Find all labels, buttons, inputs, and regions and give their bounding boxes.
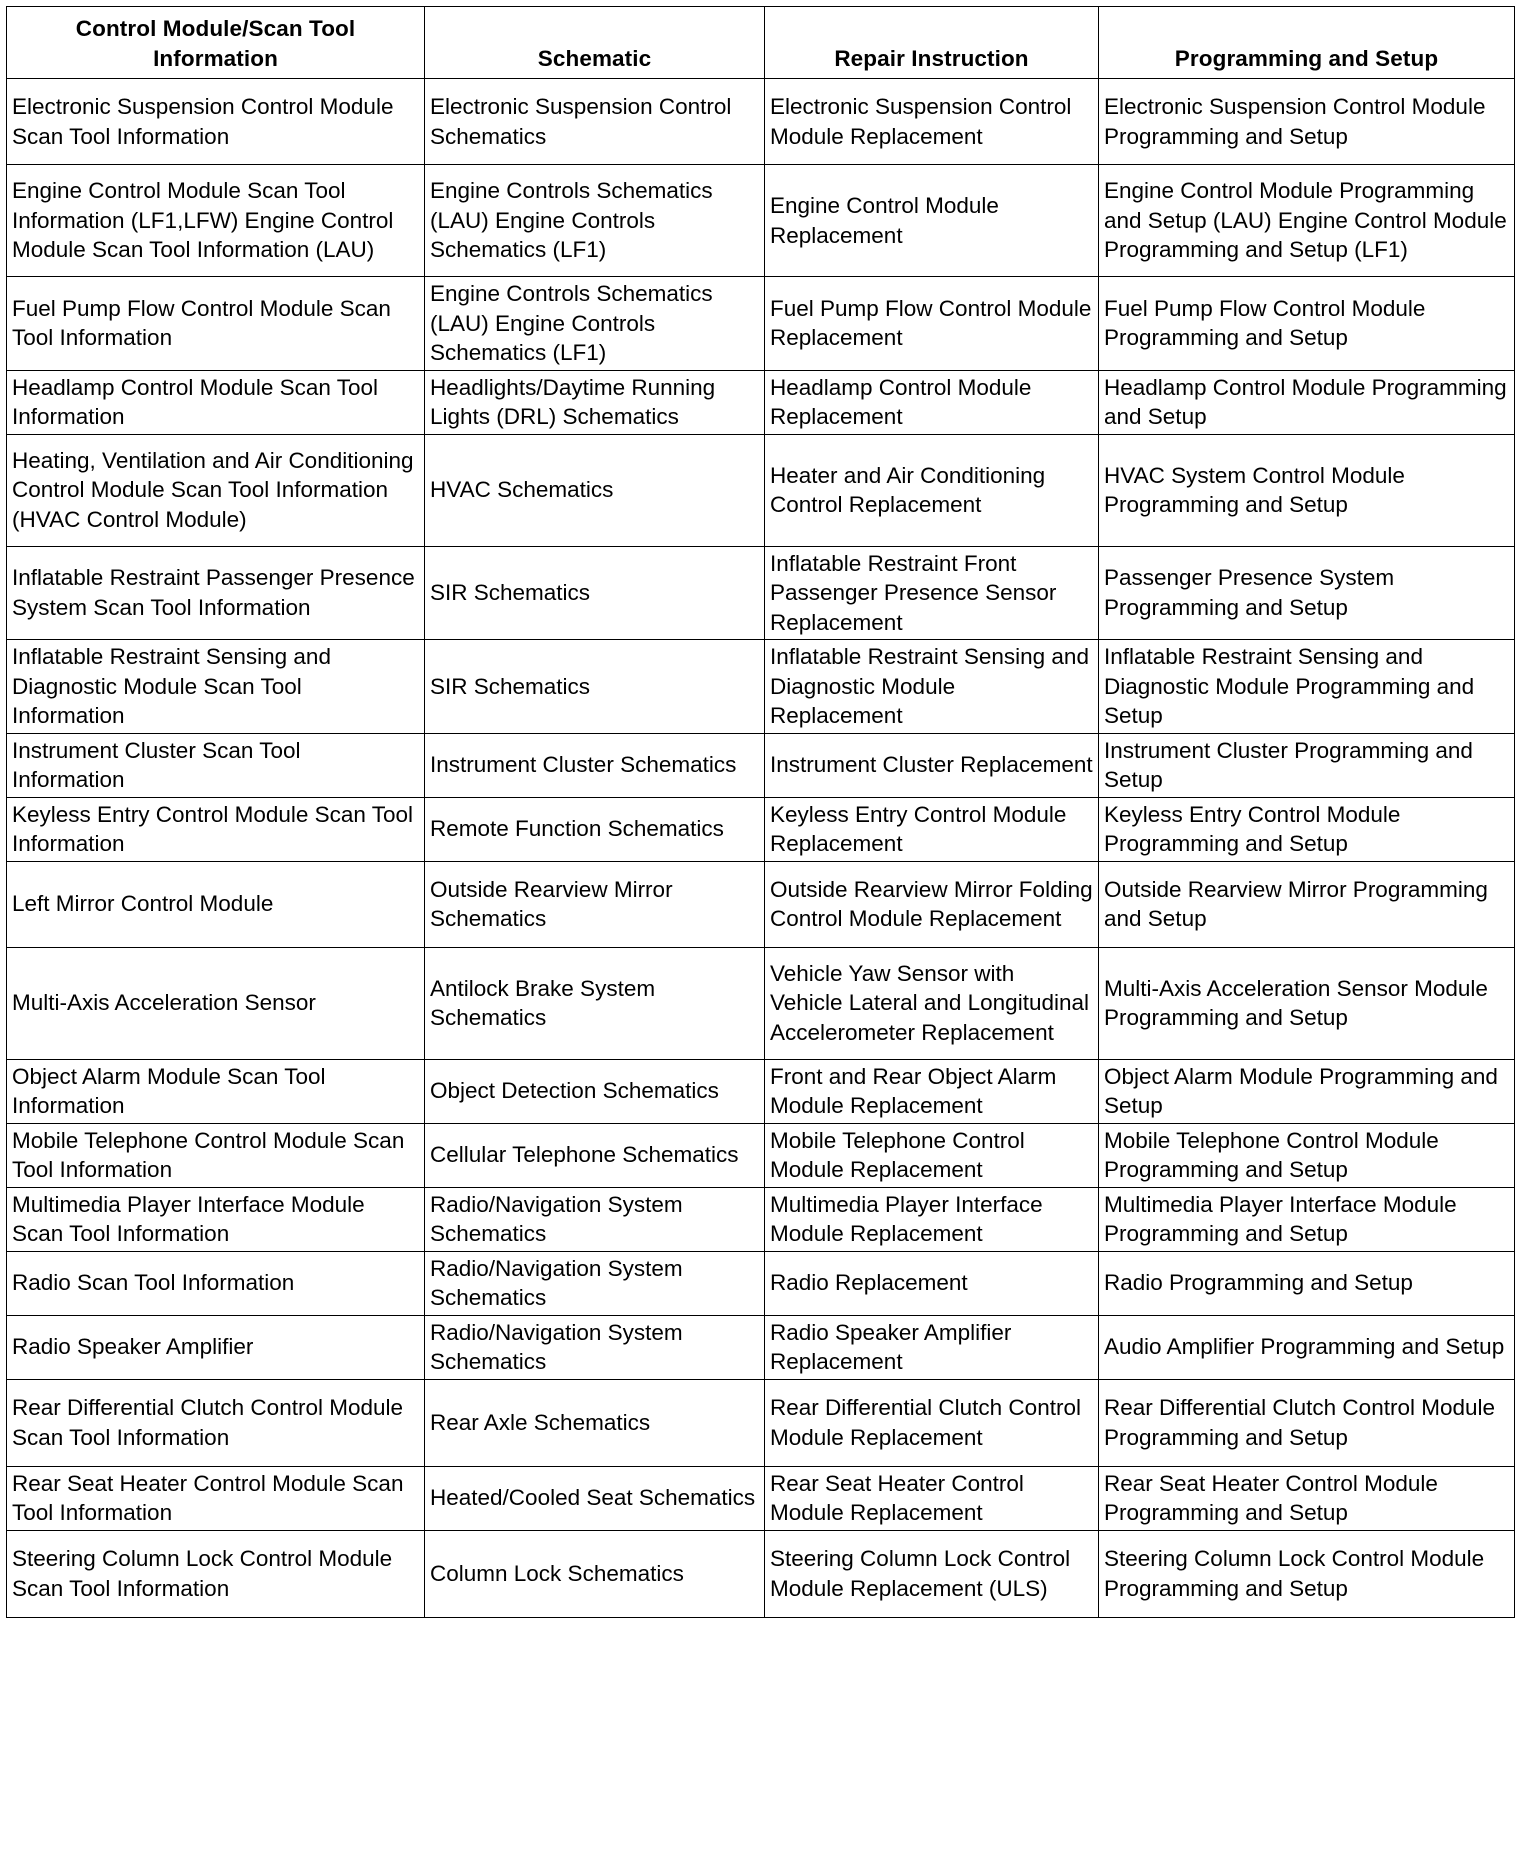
table-row bbox=[7, 1059, 1515, 1123]
table-row bbox=[7, 370, 1515, 434]
cell-repair-instruction: Inflatable Restraint Sensing and Diagnostic Module Replacement bbox=[765, 640, 1099, 734]
table-row bbox=[7, 797, 1515, 861]
cell-schematic: Rear Axle Schematics bbox=[425, 1379, 765, 1466]
table-row bbox=[7, 1315, 1515, 1379]
cell-schematic: Radio/Navigation System Schematics bbox=[425, 1251, 765, 1315]
cell-schematic: Outside Rearview Mirror Schematics bbox=[425, 861, 765, 947]
cell-programming-setup: Outside Rearview Mirror Programming and Setup bbox=[1099, 861, 1515, 947]
cell-programming-setup: HVAC System Control Module Programming and Setup bbox=[1099, 434, 1515, 546]
table-row bbox=[7, 861, 1515, 947]
cell-programming-setup: Keyless Entry Control Module Programming and Setup bbox=[1099, 797, 1515, 861]
table-row bbox=[7, 434, 1515, 546]
cell-control-module: Multi-Axis Acceleration Sensor bbox=[7, 947, 425, 1059]
table-row bbox=[7, 733, 1515, 797]
cell-control-module: Instrument Cluster Scan Tool Information bbox=[7, 733, 425, 797]
cell-repair-instruction: Front and Rear Object Alarm Module Replacement bbox=[765, 1059, 1099, 1123]
table-row bbox=[7, 1187, 1515, 1251]
cell-repair-instruction: Steering Column Lock Control Module Replacement (ULS) bbox=[765, 1530, 1099, 1617]
header-control-module: Control Module/Scan Tool Information bbox=[7, 7, 425, 79]
table-row bbox=[7, 1379, 1515, 1466]
cell-repair-instruction: Fuel Pump Flow Control Module Replacement bbox=[765, 277, 1099, 371]
cell-programming-setup: Engine Control Module Programming and Setup (LAU) Engine Control Module Programming and Setup (LF1) bbox=[1099, 165, 1515, 277]
cell-repair-instruction: Instrument Cluster Replacement bbox=[765, 733, 1099, 797]
cell-control-module: Left Mirror Control Module bbox=[7, 861, 425, 947]
cell-programming-setup: Mobile Telephone Control Module Programming and Setup bbox=[1099, 1123, 1515, 1187]
cell-schematic: HVAC Schematics bbox=[425, 434, 765, 546]
header-repair-instruction: Repair Instruction bbox=[765, 7, 1099, 79]
cell-programming-setup: Instrument Cluster Programming and Setup bbox=[1099, 733, 1515, 797]
cell-schematic: Engine Controls Schematics (LAU) Engine Controls Schematics (LF1) bbox=[425, 165, 765, 277]
cell-repair-instruction: Electronic Suspension Control Module Replacement bbox=[765, 79, 1099, 165]
cell-control-module: Heating, Ventilation and Air Conditioning Control Module Scan Tool Information (HVAC Control Module) bbox=[7, 434, 425, 546]
cell-schematic: Electronic Suspension Control Schematics bbox=[425, 79, 765, 165]
cell-control-module: Headlamp Control Module Scan Tool Information bbox=[7, 370, 425, 434]
cell-schematic: Engine Controls Schematics (LAU) Engine Controls Schematics (LF1) bbox=[425, 277, 765, 371]
cell-control-module: Rear Differential Clutch Control Module Scan Tool Information bbox=[7, 1379, 425, 1466]
cell-programming-setup: Multi-Axis Acceleration Sensor Module Programming and Setup bbox=[1099, 947, 1515, 1059]
cell-repair-instruction: Vehicle Yaw Sensor with Vehicle Lateral and Longitudinal Accelerometer Replacement bbox=[765, 947, 1099, 1059]
cell-control-module: Rear Seat Heater Control Module Scan Tool Information bbox=[7, 1466, 425, 1530]
cell-schematic: Radio/Navigation System Schematics bbox=[425, 1315, 765, 1379]
cell-schematic: Instrument Cluster Schematics bbox=[425, 733, 765, 797]
cell-schematic: Headlights/Daytime Running Lights (DRL) Schematics bbox=[425, 370, 765, 434]
table-row bbox=[7, 79, 1515, 165]
cell-control-module: Fuel Pump Flow Control Module Scan Tool Information bbox=[7, 277, 425, 371]
table-row bbox=[7, 546, 1515, 640]
cell-schematic: Object Detection Schematics bbox=[425, 1059, 765, 1123]
cell-control-module: Engine Control Module Scan Tool Information (LF1,LFW) Engine Control Module Scan Tool Information (LAU) bbox=[7, 165, 425, 277]
cell-control-module: Object Alarm Module Scan Tool Information bbox=[7, 1059, 425, 1123]
cell-schematic: SIR Schematics bbox=[425, 546, 765, 640]
cell-programming-setup: Headlamp Control Module Programming and Setup bbox=[1099, 370, 1515, 434]
cell-repair-instruction: Engine Control Module Replacement bbox=[765, 165, 1099, 277]
cell-programming-setup: Rear Seat Heater Control Module Programming and Setup bbox=[1099, 1466, 1515, 1530]
cell-repair-instruction: Heater and Air Conditioning Control Replacement bbox=[765, 434, 1099, 546]
cell-schematic: SIR Schematics bbox=[425, 640, 765, 734]
table-row bbox=[7, 1251, 1515, 1315]
cell-programming-setup: Electronic Suspension Control Module Programming and Setup bbox=[1099, 79, 1515, 165]
cell-programming-setup: Radio Programming and Setup bbox=[1099, 1251, 1515, 1315]
cell-repair-instruction: Mobile Telephone Control Module Replacement bbox=[765, 1123, 1099, 1187]
cell-schematic: Heated/Cooled Seat Schematics bbox=[425, 1466, 765, 1530]
cell-control-module: Keyless Entry Control Module Scan Tool Information bbox=[7, 797, 425, 861]
cell-programming-setup: Passenger Presence System Programming and Setup bbox=[1099, 546, 1515, 640]
table-row bbox=[7, 1530, 1515, 1617]
cell-programming-setup: Inflatable Restraint Sensing and Diagnostic Module Programming and Setup bbox=[1099, 640, 1515, 734]
header-row bbox=[7, 7, 1515, 79]
cell-repair-instruction: Multimedia Player Interface Module Replacement bbox=[765, 1187, 1099, 1251]
cell-control-module: Multimedia Player Interface Module Scan Tool Information bbox=[7, 1187, 425, 1251]
cell-schematic: Antilock Brake System Schematics bbox=[425, 947, 765, 1059]
table-row bbox=[7, 947, 1515, 1059]
cell-schematic: Radio/Navigation System Schematics bbox=[425, 1187, 765, 1251]
table-row bbox=[7, 1466, 1515, 1530]
table-row bbox=[7, 165, 1515, 277]
cell-repair-instruction: Rear Seat Heater Control Module Replacement bbox=[765, 1466, 1099, 1530]
cell-programming-setup: Steering Column Lock Control Module Programming and Setup bbox=[1099, 1530, 1515, 1617]
table-row bbox=[7, 277, 1515, 371]
table-row bbox=[7, 1123, 1515, 1187]
cell-control-module: Electronic Suspension Control Module Scan Tool Information bbox=[7, 79, 425, 165]
cell-repair-instruction: Radio Speaker Amplifier Replacement bbox=[765, 1315, 1099, 1379]
cell-control-module: Mobile Telephone Control Module Scan Tool Information bbox=[7, 1123, 425, 1187]
header-programming-setup: Programming and Setup bbox=[1099, 7, 1515, 79]
cell-schematic: Cellular Telephone Schematics bbox=[425, 1123, 765, 1187]
cell-repair-instruction: Inflatable Restraint Front Passenger Presence Sensor Replacement bbox=[765, 546, 1099, 640]
cell-repair-instruction: Radio Replacement bbox=[765, 1251, 1099, 1315]
cell-control-module: Inflatable Restraint Passenger Presence System Scan Tool Information bbox=[7, 546, 425, 640]
cell-programming-setup: Multimedia Player Interface Module Programming and Setup bbox=[1099, 1187, 1515, 1251]
cell-schematic: Column Lock Schematics bbox=[425, 1530, 765, 1617]
cell-programming-setup: Object Alarm Module Programming and Setup bbox=[1099, 1059, 1515, 1123]
cell-control-module: Radio Speaker Amplifier bbox=[7, 1315, 425, 1379]
table-row bbox=[7, 640, 1515, 734]
cell-repair-instruction: Headlamp Control Module Replacement bbox=[765, 370, 1099, 434]
cell-repair-instruction: Outside Rearview Mirror Folding Control Module Replacement bbox=[765, 861, 1099, 947]
cell-control-module: Radio Scan Tool Information bbox=[7, 1251, 425, 1315]
cell-schematic: Remote Function Schematics bbox=[425, 797, 765, 861]
cell-repair-instruction: Keyless Entry Control Module Replacement bbox=[765, 797, 1099, 861]
cell-programming-setup: Rear Differential Clutch Control Module Programming and Setup bbox=[1099, 1379, 1515, 1466]
cell-control-module: Inflatable Restraint Sensing and Diagnostic Module Scan Tool Information bbox=[7, 640, 425, 734]
header-schematic: Schematic bbox=[425, 7, 765, 79]
cell-control-module: Steering Column Lock Control Module Scan Tool Information bbox=[7, 1530, 425, 1617]
service-information-table bbox=[6, 6, 1515, 1618]
cell-programming-setup: Audio Amplifier Programming and Setup bbox=[1099, 1315, 1515, 1379]
cell-repair-instruction: Rear Differential Clutch Control Module Replacement bbox=[765, 1379, 1099, 1466]
cell-programming-setup: Fuel Pump Flow Control Module Programming and Setup bbox=[1099, 277, 1515, 371]
